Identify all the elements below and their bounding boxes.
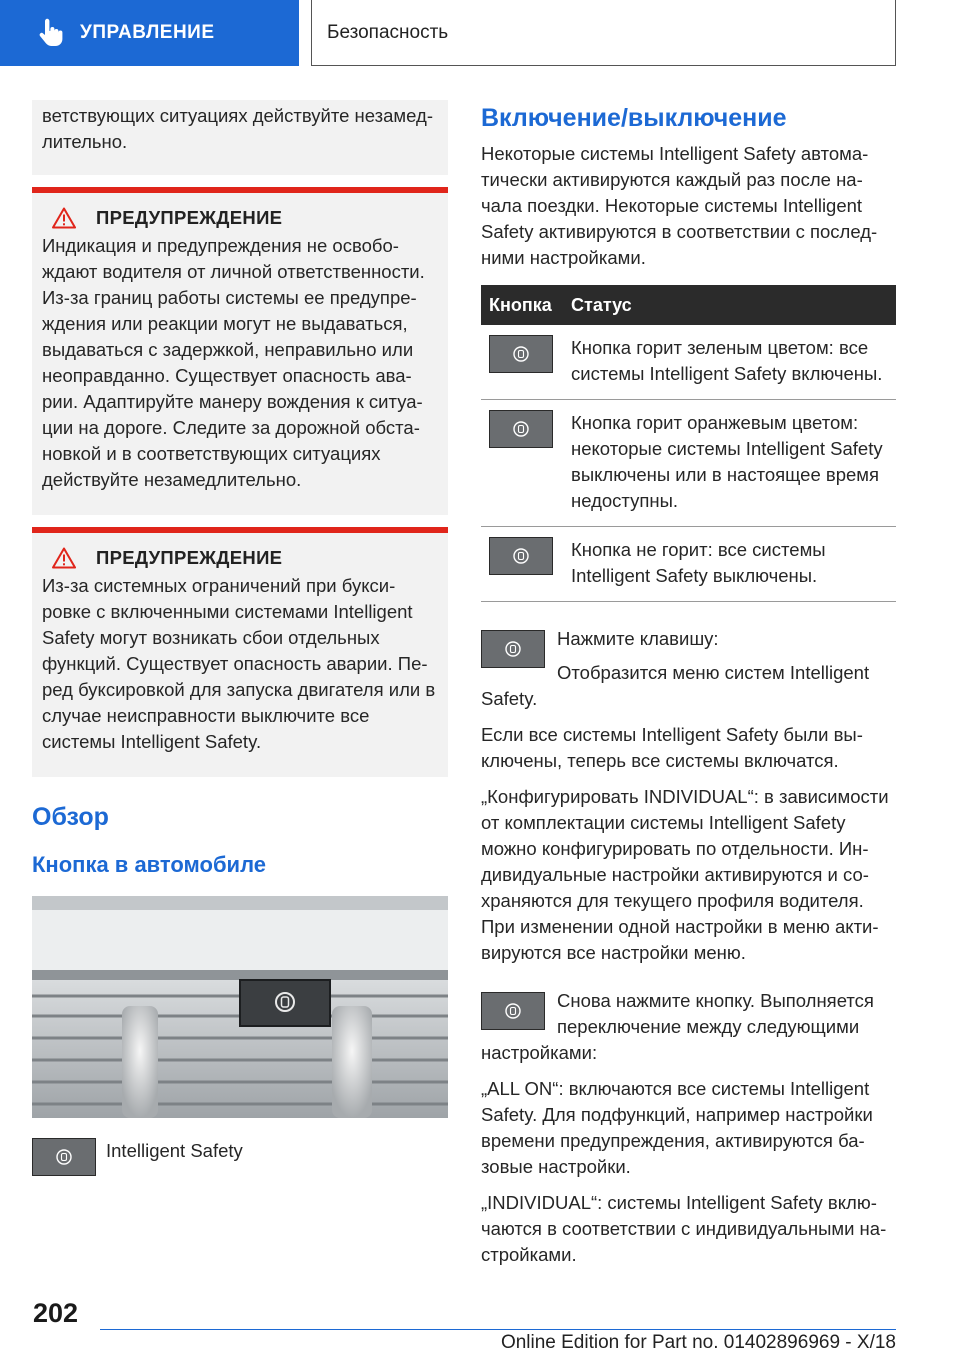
- section-title: Безопасность: [327, 21, 449, 43]
- button-caption: Intelligent Safety: [106, 1140, 243, 1161]
- warning-title-2: ПРЕДУПРЕЖДЕНИЕ: [96, 547, 283, 568]
- table-header-row: [481, 285, 896, 325]
- continued-warning-box: [32, 100, 448, 175]
- button-legend: [32, 1138, 448, 1176]
- table-row: [481, 400, 896, 527]
- all-on-text: „ALL ON“: включаются все системы Intelligent Safety. Для подфункций, например настройки времени предупреждения, активируются базовые настройки.: [481, 1078, 873, 1177]
- intelligent-safety-button-icon: [489, 410, 553, 448]
- continued-text: ветствующих ситуациях действуйте незамедлительно.: [42, 105, 433, 152]
- on-off-heading: Включение/выключение: [481, 104, 787, 132]
- table-row: [481, 325, 896, 400]
- footer-edition: Online Edition for Part no. 01402896969 - X/18: [500, 1332, 896, 1353]
- column-header-button: Кнопка: [481, 285, 563, 325]
- safety-badge-icon: [513, 346, 529, 362]
- press-again-block: [481, 988, 896, 1066]
- overview-heading: Обзор: [32, 803, 109, 831]
- warning-text-2: Из-за системных ограничений при буксировке с включенными системами Intelligent Safety могут возникать сбои отдельных функций. Существует опасность аварии. Перед буксировкой для запуска двигателя или в случае неисправности выключите все системы Intelligent Safety.: [42, 575, 436, 752]
- table-cell-icon: [481, 400, 563, 527]
- safety-badge-icon: [56, 1149, 72, 1165]
- press-key-text: Нажмите клавишу:: [557, 628, 719, 649]
- press-key-block: [481, 626, 896, 712]
- column-header-status: Статус: [563, 285, 896, 325]
- dashboard-illustration: [32, 896, 448, 1118]
- table-cell-status: Кнопка горит зеленым цветом: все системы Intelligent Safety включены.: [563, 325, 896, 400]
- intelligent-safety-button-icon[interactable]: [481, 630, 545, 668]
- chapter-tab[interactable]: [0, 0, 299, 66]
- safety-badge-icon: [513, 421, 529, 437]
- press-result-text: Отобразится меню систем Intelligent Safety.: [481, 662, 870, 709]
- warning-header-2: [42, 547, 438, 569]
- table-cell-status: Кнопка горит оранжевым цветом: некоторые системы Intelligent Safety выключены или в настоящее время недоступны.: [563, 400, 896, 527]
- warning-box-1: [32, 187, 448, 515]
- configure-text: „Конфигурировать INDIVIDUAL“: в зависимости от комплектации системы Intelligent Safety можно конфигурировать по отдельности. Индивидуальные настройки активируются и сохраняются для текущего профиля водителя. При изменении одной настройки в меню активируются все настройки меню.: [481, 786, 889, 963]
- warning-text-1: Индикация и предупреждения не освобождают водителя от личной ответственности. Из-за границ работы системы ее предупреждения или реакции могут не выдаваться, выдаваться с задержкой, неправильно или неоправданно. Существует опасность аварии. Адаптируйте манеру вождения к ситуации на дороге. Следите за дорожной обстановкой и в соответствующих ситуациях действуйте незамедлительно.: [42, 235, 425, 490]
- right-column: [481, 100, 896, 1268]
- intelligent-safety-button-icon[interactable]: [32, 1138, 96, 1176]
- button-subheading: Кнопка в автомобиле: [32, 852, 266, 877]
- table-row: [481, 527, 896, 602]
- safety-badge-icon: [505, 1003, 521, 1019]
- left-column: [32, 100, 448, 1176]
- warning-title-1: ПРЕДУПРЕЖДЕНИЕ: [96, 207, 283, 228]
- footer-rule: [100, 1329, 896, 1330]
- individual-text: „INDIVIDUAL“: системы Intelligent Safety включаются в соответствии с индивидуальными настройками.: [481, 1192, 887, 1265]
- warning-triangle-icon: [52, 547, 76, 569]
- safety-badge-icon: [513, 548, 529, 564]
- page-header: [0, 0, 960, 66]
- status-table: [481, 285, 896, 602]
- intelligent-safety-button-icon: [489, 335, 553, 373]
- table-cell-icon: [481, 527, 563, 602]
- chapter-title: УПРАВЛЕНИЕ: [80, 22, 215, 43]
- press-again-text: Снова нажмите кнопку. Выполняется переключение между следующими настройками:: [481, 990, 874, 1063]
- intelligent-safety-button-icon: [489, 537, 553, 575]
- section-tab[interactable]: [311, 0, 896, 66]
- warning-box-2: [32, 527, 448, 777]
- table-cell-icon: [481, 325, 563, 400]
- all-off-text: Если все системы Intelligent Safety были выключены, теперь все системы включатся.: [481, 724, 863, 771]
- car-dashboard-photo: [32, 896, 448, 1118]
- table-cell-status: Кнопка не горит: все системы Intelligent Safety выключены.: [563, 527, 896, 602]
- warning-header-1: [42, 207, 438, 229]
- page-number: 202: [33, 1298, 79, 1328]
- pointing-hand-icon: [36, 18, 66, 48]
- safety-badge-icon: [505, 641, 521, 657]
- intelligent-safety-button-icon[interactable]: [481, 992, 545, 1030]
- intro-text: Некоторые системы Intelligent Safety автоматически активируются каждый раз после начала поездки. Некоторые системы Intelligent Safety активируются в соответствии с последними настройками.: [481, 143, 878, 268]
- warning-triangle-icon: [52, 207, 76, 229]
